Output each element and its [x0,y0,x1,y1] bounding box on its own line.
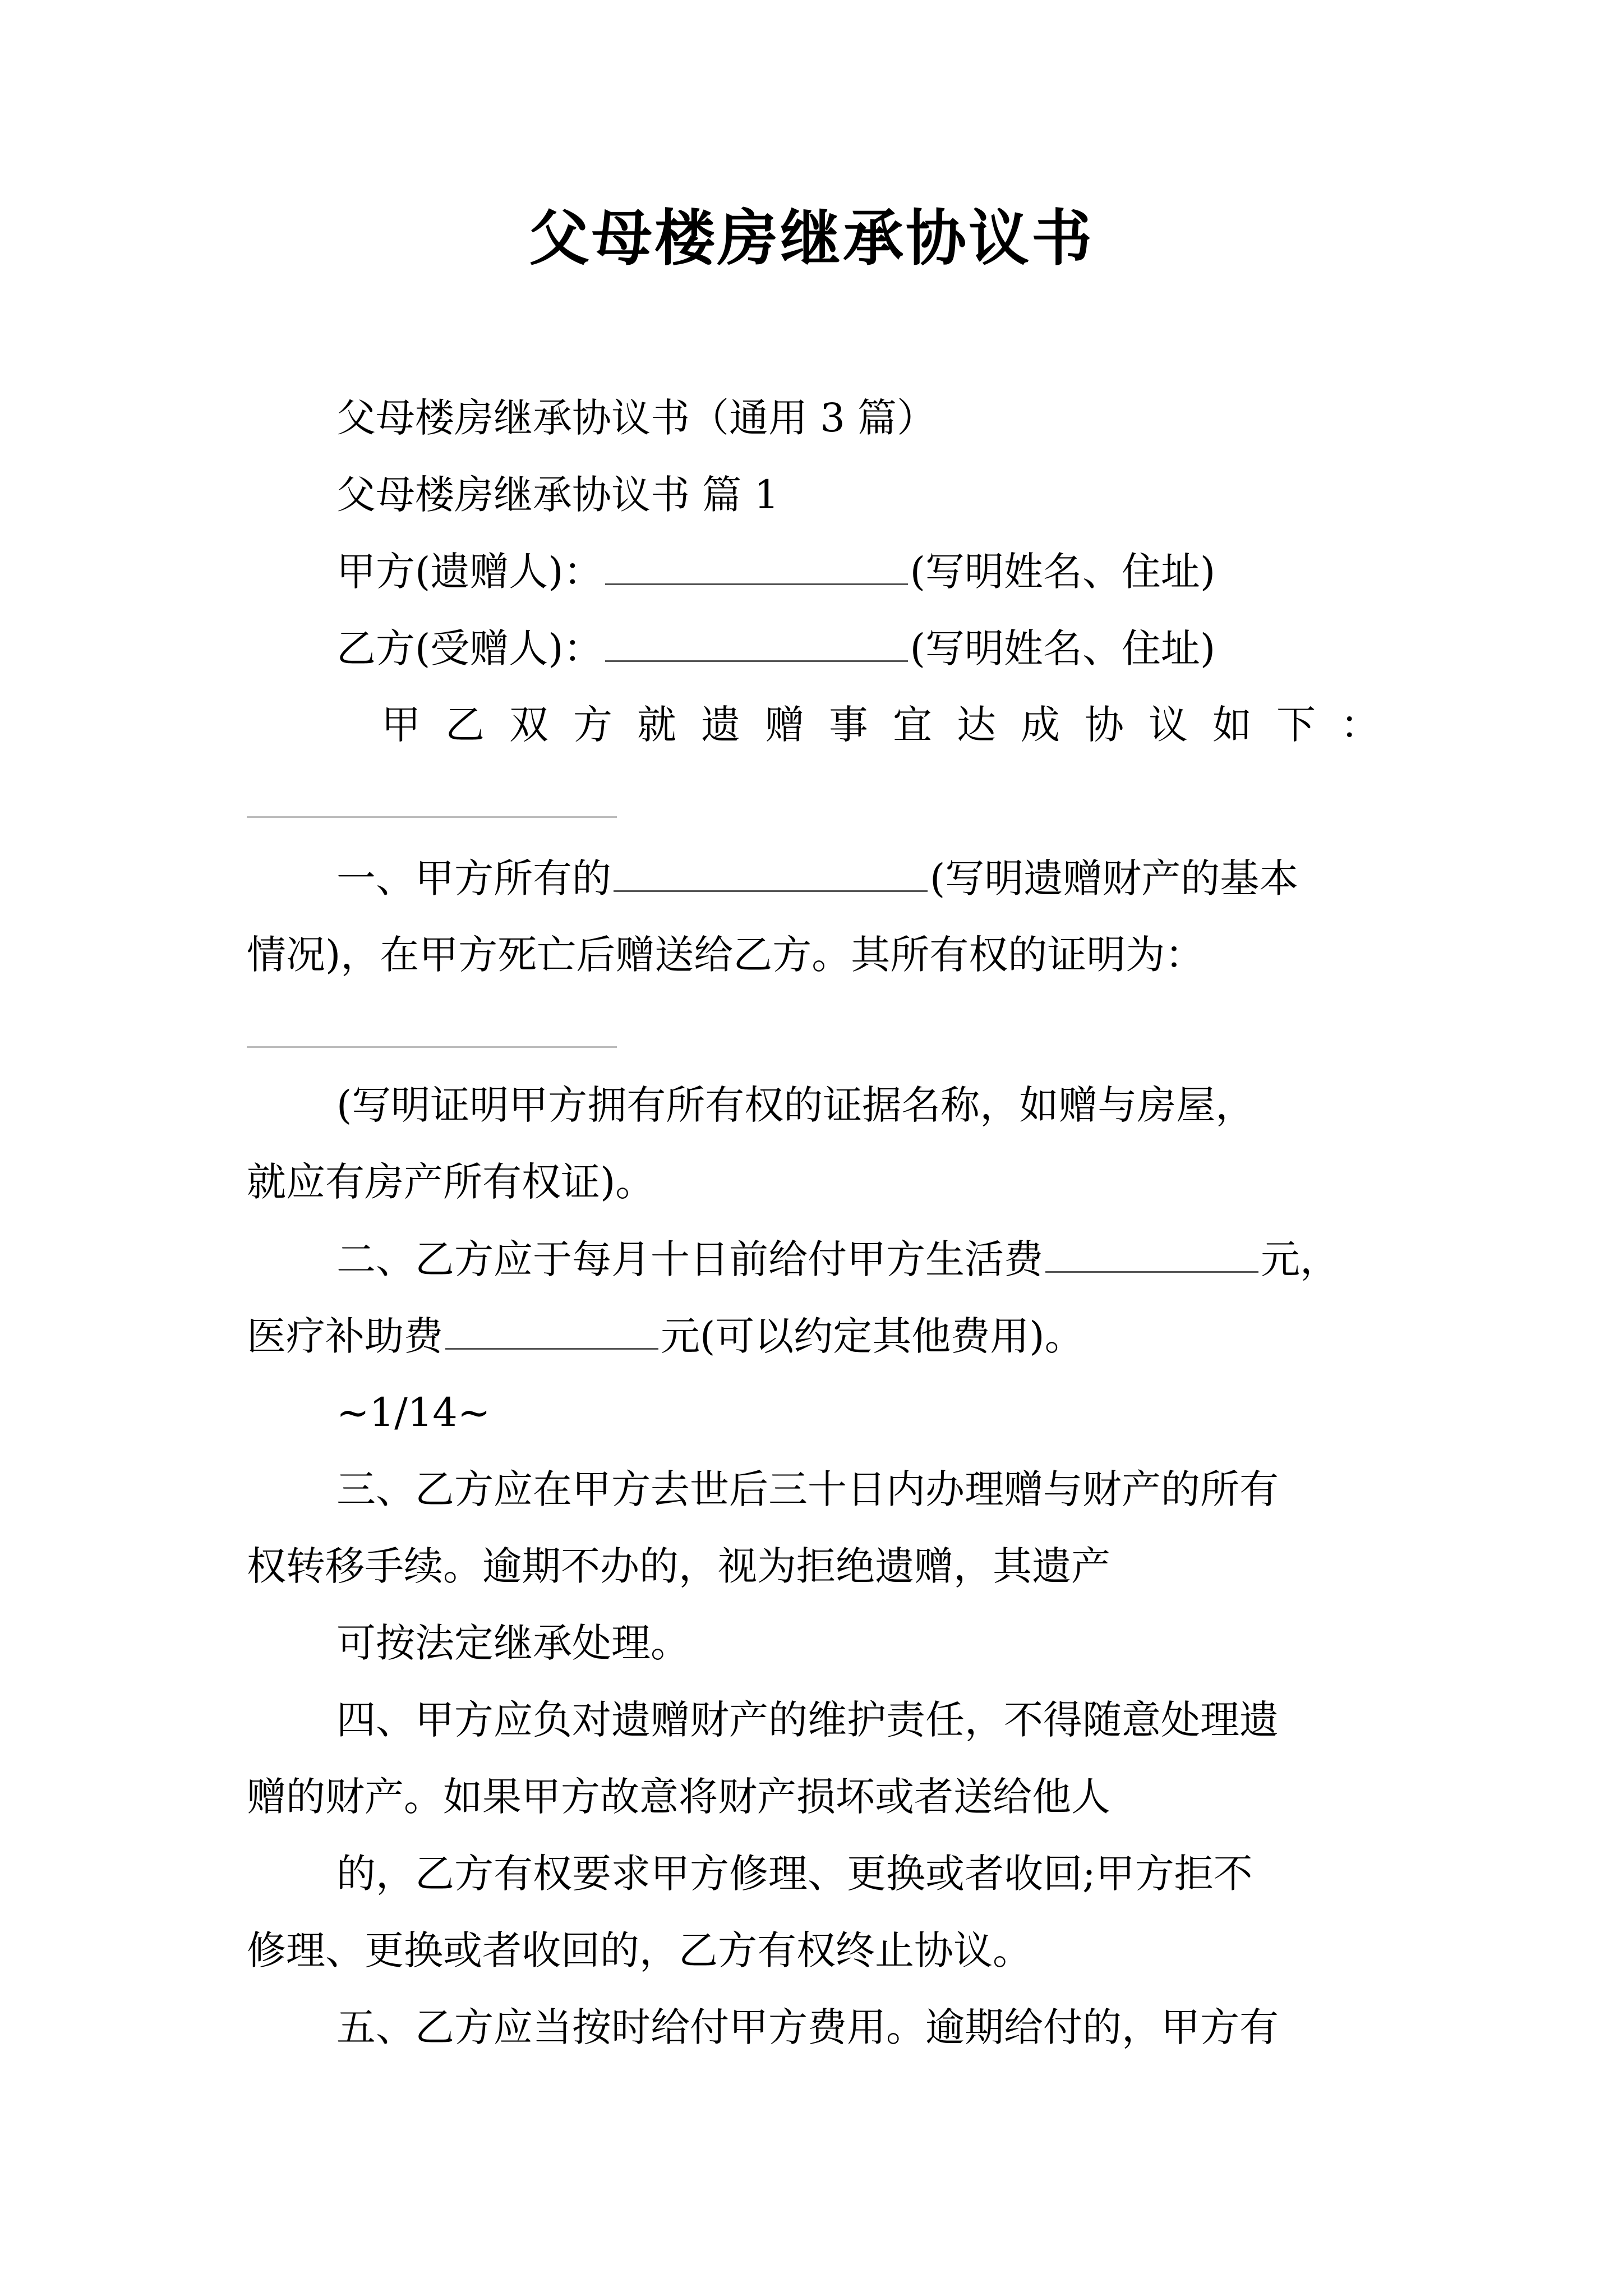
clause-1-start: 一、甲方所有的 [336,855,611,901]
intro-char: 乙 [445,702,485,748]
party-a-blank [605,543,908,585]
party-b-blank [605,620,908,662]
clause-2-start: 二、乙方应于每月十日前给付甲方生活费 [336,1236,1043,1282]
intro-char: 赠 [765,702,804,748]
medical-fee-blank [445,1308,658,1350]
intro-char: 下 [1276,702,1316,748]
page-marker: ~1/14~ [336,1389,491,1435]
clause-2-unit: 元， [1261,1236,1339,1282]
section-heading: 父母楼房继承协议书 篇 1 [336,472,780,518]
party-b-note: (写明姓名、住址) [910,625,1216,671]
clause-4-line-4: 修理、更换或者收回的，乙方有权终止协议。 [247,1927,1032,1973]
blank-underline [247,1046,617,1048]
clause-2-line-2 [247,1308,1084,1364]
intro-char: 双 [509,702,548,748]
clause-1-line-2: 情况)，在甲方死亡后赠送给乙方。其所有权的证明为： [247,932,1205,978]
intro-char: 成 [1021,702,1060,748]
intro-char: 就 [637,702,676,748]
clause-3-line-3: 可按法定继承处理。 [336,1620,690,1666]
party-a-line [336,543,1215,600]
clause-1-line-1 [336,850,1298,907]
document-title: 父母楼房继承协议书 [528,203,1094,274]
subtitle-line: 父母楼房继承协议书（通用 3 篇） [336,395,937,441]
medical-fee-note: 元(可以约定其他费用)。 [661,1313,1084,1359]
intro-char: 甲 [381,702,421,748]
intro-char: 宜 [893,702,932,748]
intro-char: 达 [957,702,996,748]
clause-4-line-2: 赠的财产。如果甲方故意将财产损坏或者送给他人 [247,1774,1110,1820]
intro-char: 事 [829,702,868,748]
clause-1-line-4: 就应有房产所有权证)。 [247,1159,655,1205]
living-expense-blank [1045,1231,1258,1273]
party-b-line [336,620,1215,677]
clause-1-blank [614,850,928,892]
party-b-label: 乙方(受赠人)： [336,625,603,671]
clause-4-line-3: 的，乙方有权要求甲方修理、更换或者收回;甲方拒不 [336,1851,1253,1897]
medical-fee-label: 医疗补助费 [247,1313,443,1359]
clause-3-line-2: 权转移手续。逾期不办的，视为拒绝遗赠，其遗产 [247,1543,1110,1589]
party-a-note: (写明姓名、住址) [910,549,1216,595]
blank-underline [247,816,617,818]
intro-char: ： [1340,702,1380,748]
clause-3-line-1: 三、乙方应在甲方去世后三十日内办理赠与财产的所有 [336,1466,1279,1512]
intro-char: 议 [1149,702,1188,748]
clause-4-line-1: 四、甲方应负对遗赠财产的维护责任，不得随意处理遗 [336,1697,1279,1743]
intro-char: 协 [1085,702,1124,748]
clause-1-note: (写明遗赠财产的基本 [930,855,1299,901]
party-a-label: 甲方(遗赠人)： [336,549,603,595]
agreement-intro-line [381,697,1380,753]
intro-char: 方 [573,702,612,748]
intro-char: 遗 [701,702,740,748]
clause-5-line-1: 五、乙方应当按时给付甲方费用。逾期给付的，甲方有 [336,2004,1279,2050]
intro-char: 如 [1212,702,1252,748]
clause-1-line-3: (写明证明甲方拥有所有权的证据名称，如赠与房屋， [336,1082,1255,1128]
clause-2-line-1 [336,1231,1339,1287]
